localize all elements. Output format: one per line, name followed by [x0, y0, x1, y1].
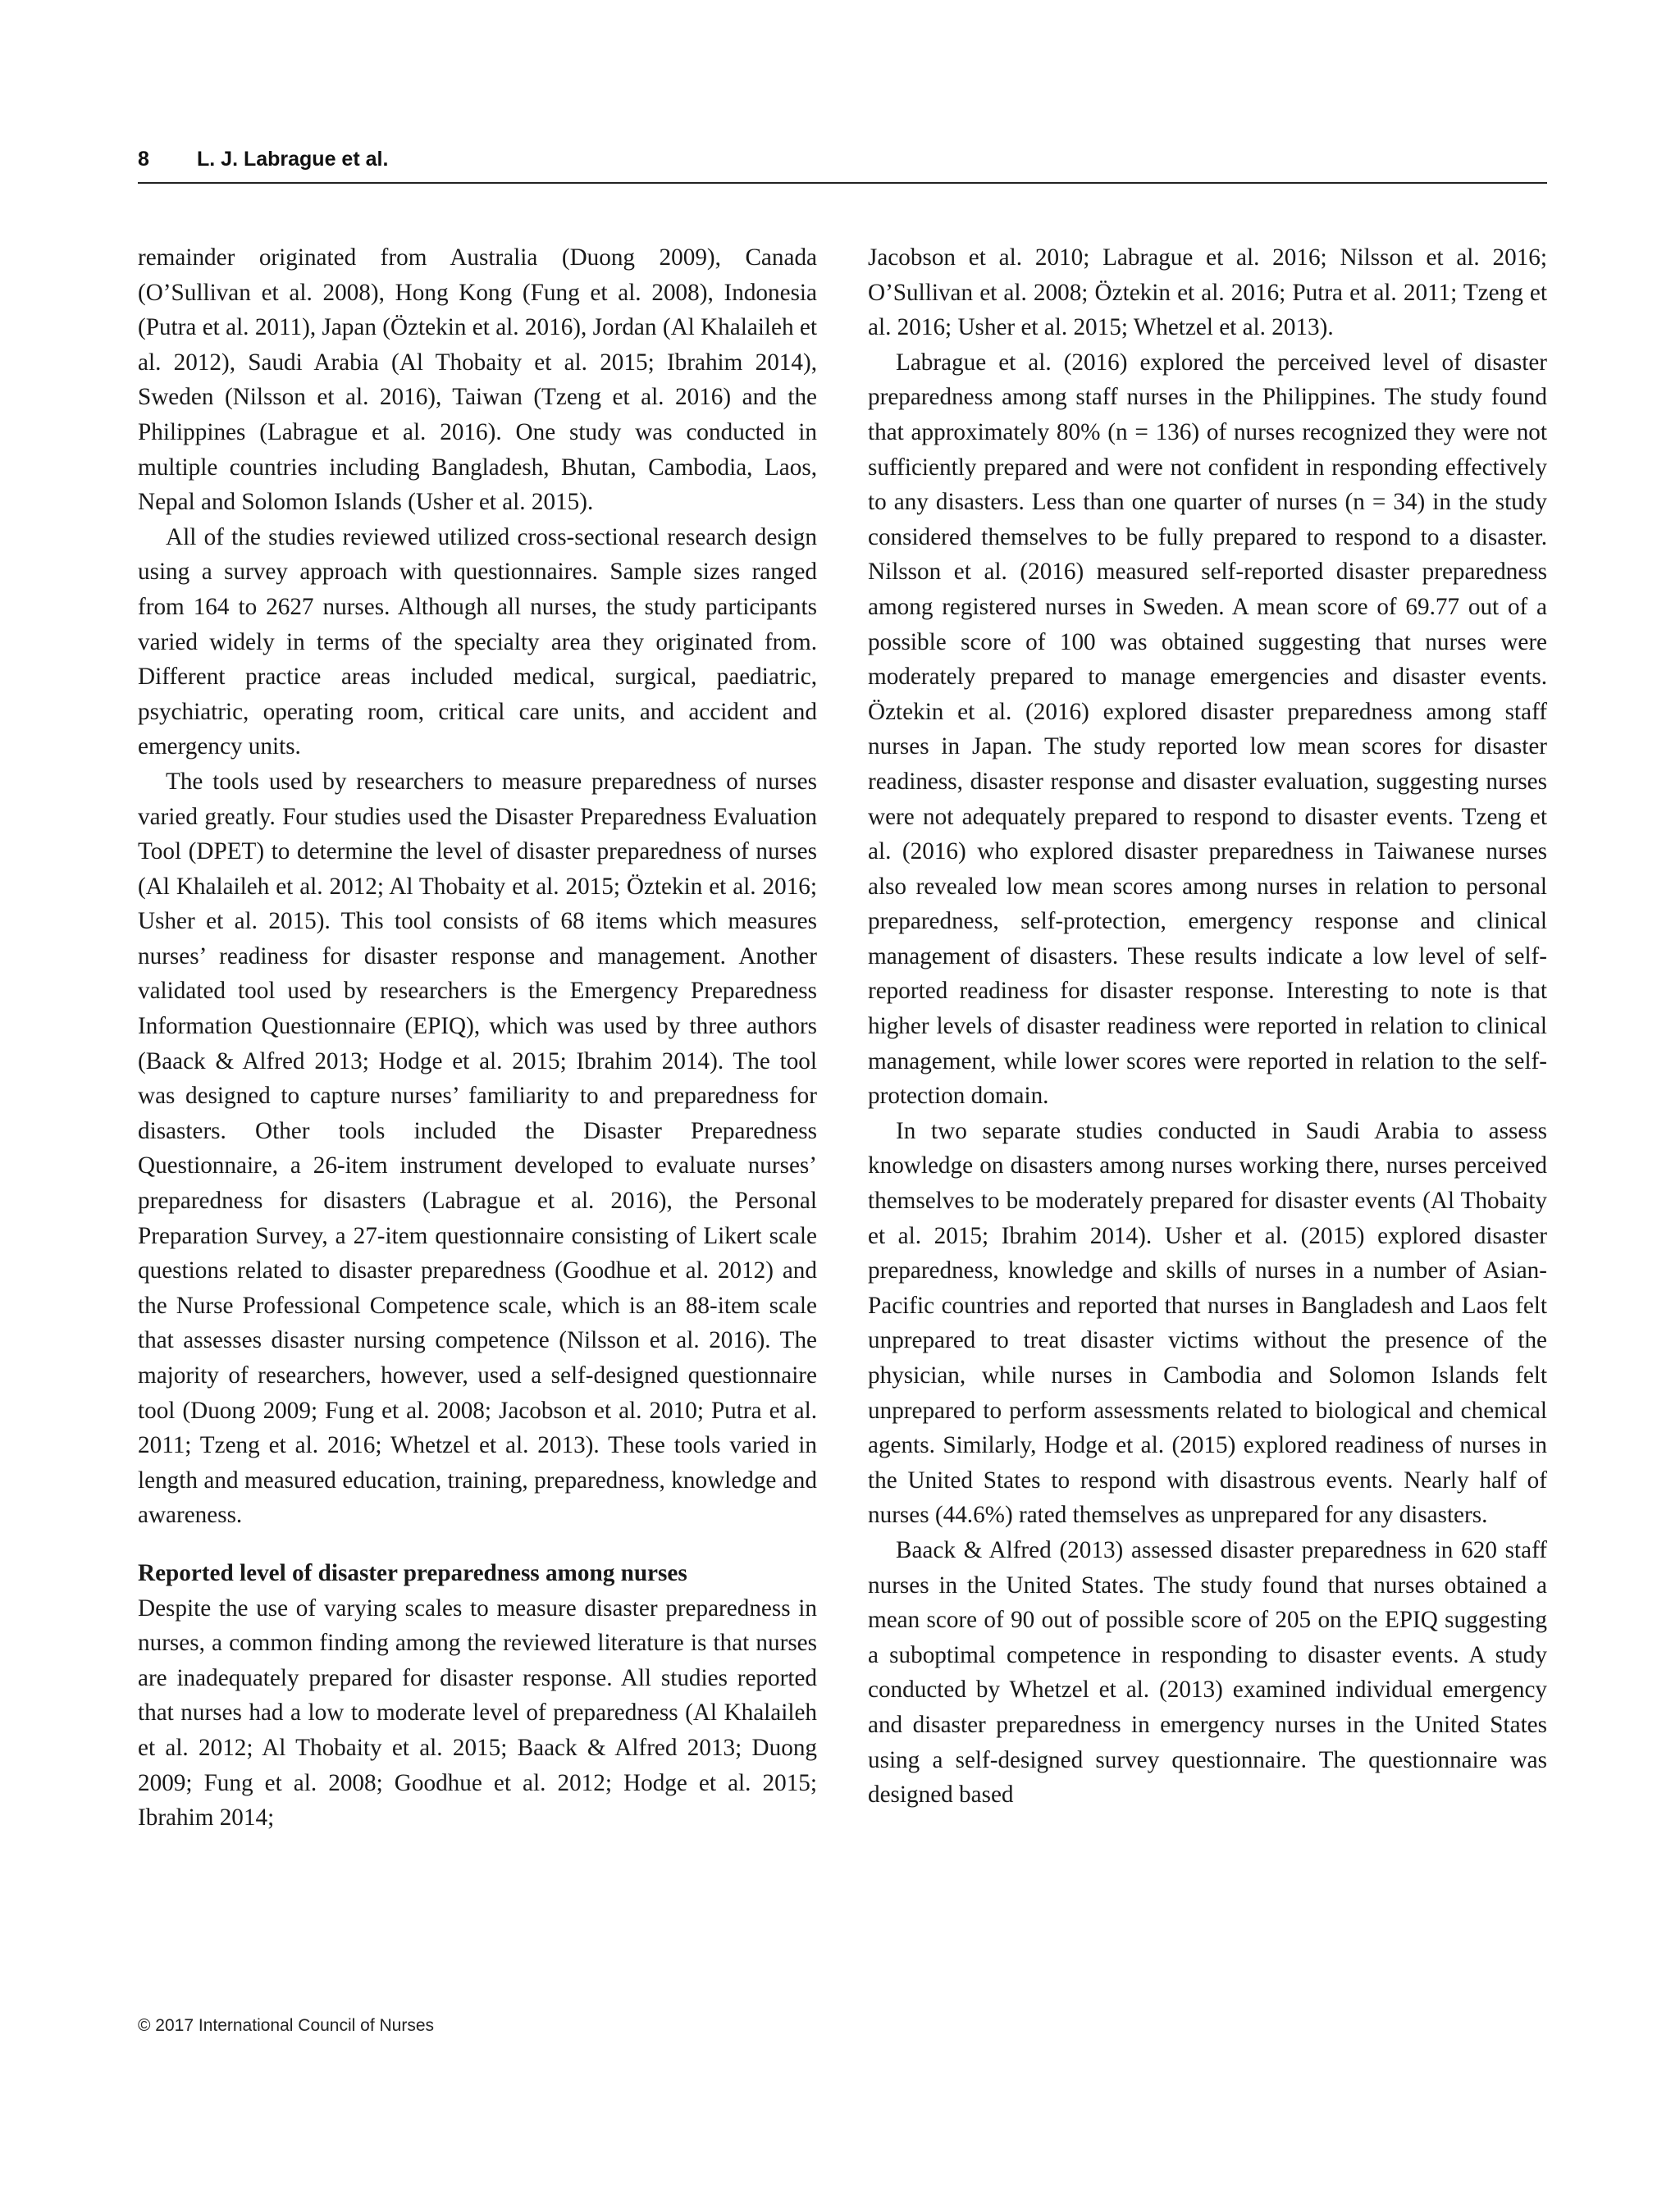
left-column — [138, 240, 817, 1836]
left-paragraph-1: remainder originated from Australia (Duong 2009), Canada (O’Sullivan et al. 2008), Hong Kong (Fung et al. 2008), Indonesia (Putra et al. 2011), Japan (Öztekin et al. 2016), Jordan (Al Khalaileh et al. 2012), Saudi Arabia (Al Thobaity et al. 2015; Ibrahim 2014), Sweden (Nilsson et al. 2016), Taiwan (Tzeng et al. 2016) and the Philippines (Labrague et al. 2016). One study was conducted in multiple countries including Bangladesh, Bhutan, Cambodia, Laos, Nepal and Solomon Islands (Usher et al. 2015). — [138, 244, 817, 516]
page-number: 8 — [138, 148, 149, 171]
copyright-footer: © 2017 International Council of Nurses — [138, 2016, 435, 2035]
left-paragraph-2: All of the studies reviewed utilized cross-sectional research design using a survey approach with questionnaires. Sample sizes ranged from 164 to 2627 nurses. Although all nurses, the study participants varied widely in terms of the specialty area they originated from. Different practice areas included medical, surgical, paediatric, psychiatric, operating room, critical care units, and accident and emergency units. — [138, 523, 817, 760]
running-head — [138, 146, 1547, 184]
running-head-authors: L. J. Labrague et al. — [197, 148, 389, 171]
right-paragraph-4: Baack & Alfred (2013) assessed disaster preparedness in 620 staff nurses in the United States. The study found that nurses obtained a mean score of 90 out of possible score of 205 on the EPIQ suggesting a suboptimal competence in responding to disaster events. A study conducted by Whetzel et al. (2013) examined individual emergency and disaster preparedness in emergency nurses in the United States using a self-designed survey questionnaire. The questionnaire was designed based — [868, 1536, 1547, 1809]
left-paragraph-3: The tools used by researchers to measure preparedness of nurses varied greatly. Four studies used the Disaster Preparedness Evaluation Tool (DPET) to determine the level of disaster preparedness of nurses (Al Khalaileh et al. 2012; Al Thobaity et al. 2015; Öztekin et al. 2016; Usher et al. 2015). This tool consists of 68 items which measures nurses’ readiness for disaster response and management. Another validated tool used by researchers is the Emergency Preparedness Information Questionnaire (EPIQ), which was used by three authors (Baack & Alfred 2013; Hodge et al. 2015; Ibrahim 2014). The tool was designed to capture nurses’ familiarity to and preparedness for disasters. Other tools included the Disaster Preparedness Questionnaire, a 26-item instrument developed to evaluate nurses’ preparedness for disasters (Labrague et al. 2016), the Personal Preparation Survey, a 27-item questionnaire consisting of Likert scale questions related to disaster preparedness (Goodhue et al. 2012) and the Nurse Professional Competence scale, which is an 88-item scale that assesses disaster nursing competence (Nilsson et al. 2016). The majority of researchers, however, used a self-designed questionnaire tool (Duong 2009; Fung et al. 2008; Jacobson et al. 2010; Putra et al. 2011; Tzeng et al. 2016; Whetzel et al. 2013). These tools varied in length and measured education, training, preparedness, knowledge and awareness. — [138, 768, 817, 1529]
right-paragraph-2: Labrague et al. (2016) explored the perceived level of disaster preparedness among staff nurses in the Philippines. The study found that approximately 80% (n = 136) of nurses recognized they were not sufficiently prepared and were not confident in responding effectively to any disasters. Less than one quarter of nurses (n = 34) in the study considered themselves to be fully prepared to respond to a disaster. Nilsson et al. (2016) measured self-reported disaster preparedness among registered nurses in Sweden. A mean score of 69.77 out of a possible score of 100 was obtained suggesting that nurses were moderately prepared to manage emergencies and disaster events. Öztekin et al. (2016) explored disaster preparedness among staff nurses in Japan. The study reported low mean scores for disaster readiness, disaster response and disaster evaluation, suggesting nurses were not adequately prepared to respond to disaster events. Tzeng et al. (2016) who explored disaster preparedness in Taiwanese nurses also revealed low mean scores among nurses in relation to personal preparedness, self-protection, emergency response and clinical management of disasters. These results indicate a low level of self-reported readiness for disaster response. Interesting to note is that higher levels of disaster readiness were reported in relation to clinical management, while lower scores were reported in relation to the self-protection domain. — [868, 349, 1547, 1110]
left-paragraph-4: Despite the use of varying scales to measure disaster preparedness in nurses, a common finding among the reviewed literature is that nurses are inadequately prepared for disaster response. All studies reported that nurses had a low to moderate level of preparedness (Al Khalaileh et al. 2012; Al Thobaity et al. 2015; Baack & Alfred 2013; Duong 2009; Fung et al. 2008; Goodhue et al. 2012; Hodge et al. 2015; Ibrahim 2014; — [138, 1594, 817, 1832]
right-paragraph-1: Jacobson et al. 2010; Labrague et al. 2016; Nilsson et al. 2016; O’Sullivan et al. 2008; Öztekin et al. 2016; Putra et al. 2011; Tzeng et al. 2016; Usher et al. 2015; Whetzel et al. 2013). — [868, 244, 1547, 341]
right-column — [868, 240, 1547, 1813]
section-heading: Reported level of disaster preparedness among nurses — [138, 1559, 687, 1586]
right-paragraph-3: In two separate studies conducted in Saudi Arabia to assess knowledge on disasters among nurses working there, nurses perceived themselves to be moderately prepared for disaster events (Al Thobaity et al. 2015; Ibrahim 2014). Usher et al. (2015) explored disaster preparedness, knowledge and skills of nurses in a number of Asian-Pacific countries and reported that nurses in Bangladesh and Laos felt unprepared to treat disaster victims without the presence of the physician, while nurses in Cambodia and Solomon Islands felt unprepared to perform assessments related to biological and chemical agents. Similarly, Hodge et al. (2015) explored readiness of nurses in the United States to respond with disastrous events. Nearly half of nurses (44.6%) rated themselves as unprepared for any disasters. — [868, 1117, 1547, 1529]
